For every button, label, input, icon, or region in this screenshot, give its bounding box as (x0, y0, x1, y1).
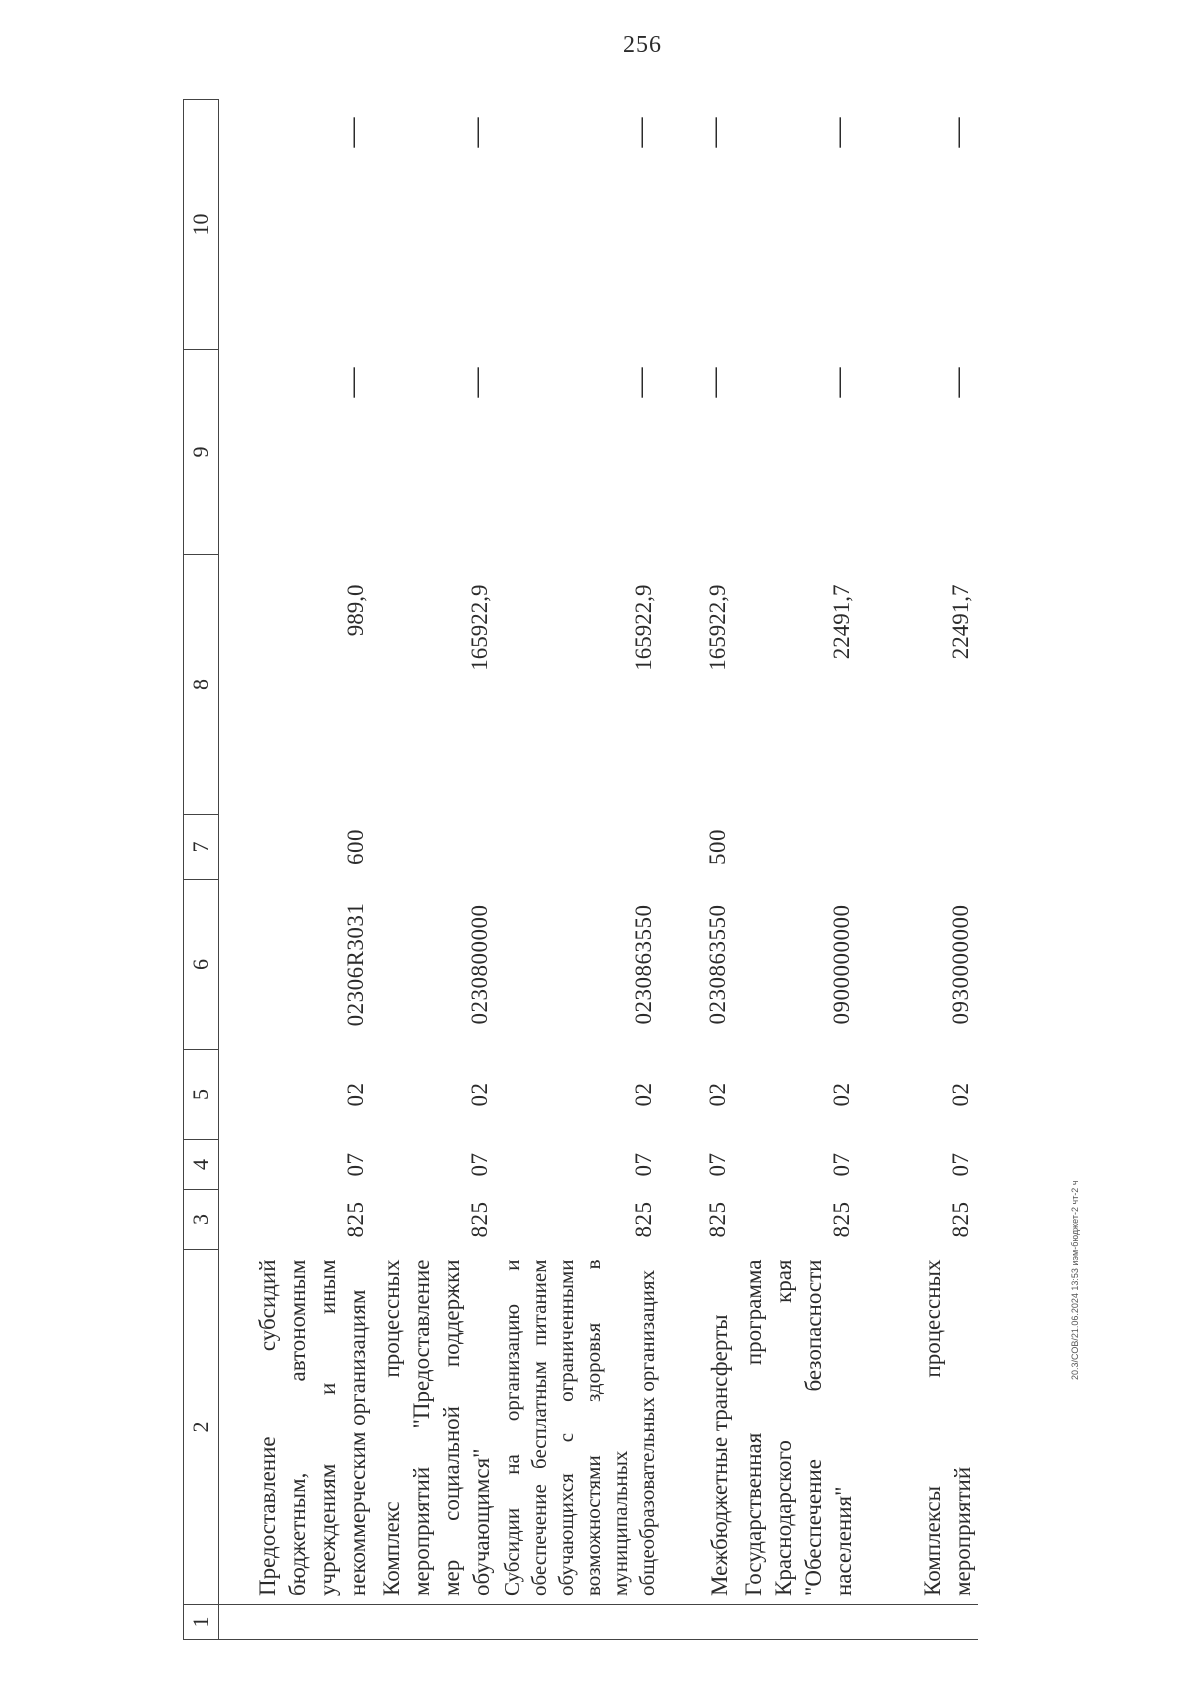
cell-c8: 22491,7 (948, 584, 973, 660)
cell-c5: 02 (948, 1082, 973, 1107)
cell-c4: 07 (829, 1152, 854, 1177)
cell-c10: — (459, 117, 492, 148)
cell-c4: 07 (631, 1152, 656, 1177)
table-row (373, 100, 497, 1640)
cell-c7: 500 (705, 829, 730, 865)
cell-c3: 825 (467, 1201, 492, 1238)
column-header: 10 (184, 100, 219, 350)
cell-c7 (859, 815, 978, 880)
cell-c3: 825 (705, 1201, 730, 1238)
footer-note: 20.3/СОВ/21.06.2024 13:53 иэм-бюджет-2 чт-2 ч (1070, 1180, 1080, 1380)
cell-c6: 0230863550 (631, 904, 656, 1025)
cell-c5: 02 (631, 1082, 656, 1107)
row-name: Предоставление субсидий бюджетным, автономным учреждениям и иным некоммерческим организациям (255, 1259, 370, 1596)
cell-c9: — (940, 367, 973, 398)
column-header: 8 (184, 555, 219, 815)
cell-c4: 07 (948, 1152, 973, 1177)
row-name: Субсидии на организацию и обеспечение бесплатным питанием обучающихся с ограниченными возможностями здоровья в муниципальных общеобразовательных организациях (500, 1259, 659, 1596)
cell-c7: 600 (343, 829, 368, 865)
row-name: Межбюджетные трансферты (707, 1314, 732, 1596)
cell-c7 (735, 815, 859, 880)
column-header: 1 (184, 1605, 219, 1640)
column-header: 7 (184, 815, 219, 880)
row-number-cell (373, 1605, 497, 1640)
column-header: 3 (184, 1190, 219, 1250)
column-header: 9 (184, 350, 219, 555)
cell-c9: — (335, 367, 368, 398)
table-header-row (184, 100, 219, 1640)
cell-c4: 07 (343, 1152, 368, 1177)
cell-c6: 02306R3031 (343, 902, 368, 1027)
rotated-table-container (183, 100, 1003, 1640)
row-name: Комплекс процессных мероприятий "Предоставление мер социальной поддержки обучающимся" (379, 1259, 494, 1596)
cell-c5: 02 (829, 1082, 854, 1107)
row-name: Государственная программа Краснодарского края "Обеспечение безопасности населения" (741, 1259, 856, 1596)
cell-c9: — (459, 367, 492, 398)
cell-c7 (373, 815, 497, 880)
table-row (735, 100, 859, 1640)
cell-c9: — (821, 367, 854, 398)
cell-c3: 825 (829, 1201, 854, 1238)
cell-c8: 989,0 (343, 584, 368, 637)
column-header: 2 (184, 1250, 219, 1605)
cell-c8: 165922,9 (705, 584, 730, 671)
cell-c10: — (821, 117, 854, 148)
cell-c6: 0930000000 (948, 904, 973, 1025)
cell-c5: 02 (467, 1082, 492, 1107)
cell-c4: 07 (467, 1152, 492, 1177)
cell-c9: — (623, 367, 656, 398)
column-header: 4 (184, 1140, 219, 1190)
cell-c8: 165922,9 (467, 584, 492, 671)
cell-c4: 07 (705, 1152, 730, 1177)
cell-c10: — (697, 117, 730, 148)
table-row (497, 100, 661, 1640)
cell-c10: — (335, 117, 368, 148)
row-number-cell (735, 1605, 859, 1640)
cell-c6: 0900000000 (829, 904, 854, 1025)
table-row (859, 100, 978, 1640)
cell-c8: 22491,7 (829, 584, 854, 660)
cell-c5: 02 (705, 1082, 730, 1107)
column-header: 5 (184, 1050, 219, 1140)
row-number-cell (859, 1605, 978, 1640)
cell-c5: 02 (343, 1082, 368, 1107)
row-name: Комплексы процессных мероприятий (920, 1259, 975, 1596)
cell-c10: — (623, 117, 656, 148)
page-number: 256 (623, 32, 662, 58)
cell-c8: 165922,9 (631, 584, 656, 671)
cell-c3: 825 (631, 1201, 656, 1238)
cell-c6: 0230800000 (467, 904, 492, 1025)
cell-c3: 825 (343, 1201, 368, 1238)
row-number-cell (497, 1605, 661, 1640)
budget-table (183, 99, 978, 1640)
column-header: 6 (184, 880, 219, 1050)
row-number-cell (219, 1605, 374, 1640)
cell-c3: 825 (948, 1201, 973, 1238)
table-row (219, 100, 374, 1640)
cell-c9: — (697, 367, 730, 398)
cell-c6: 0230863550 (705, 904, 730, 1025)
cell-c10: — (940, 117, 973, 148)
cell-c7 (497, 815, 661, 880)
table-row (661, 100, 735, 1640)
row-number-cell (661, 1605, 735, 1640)
